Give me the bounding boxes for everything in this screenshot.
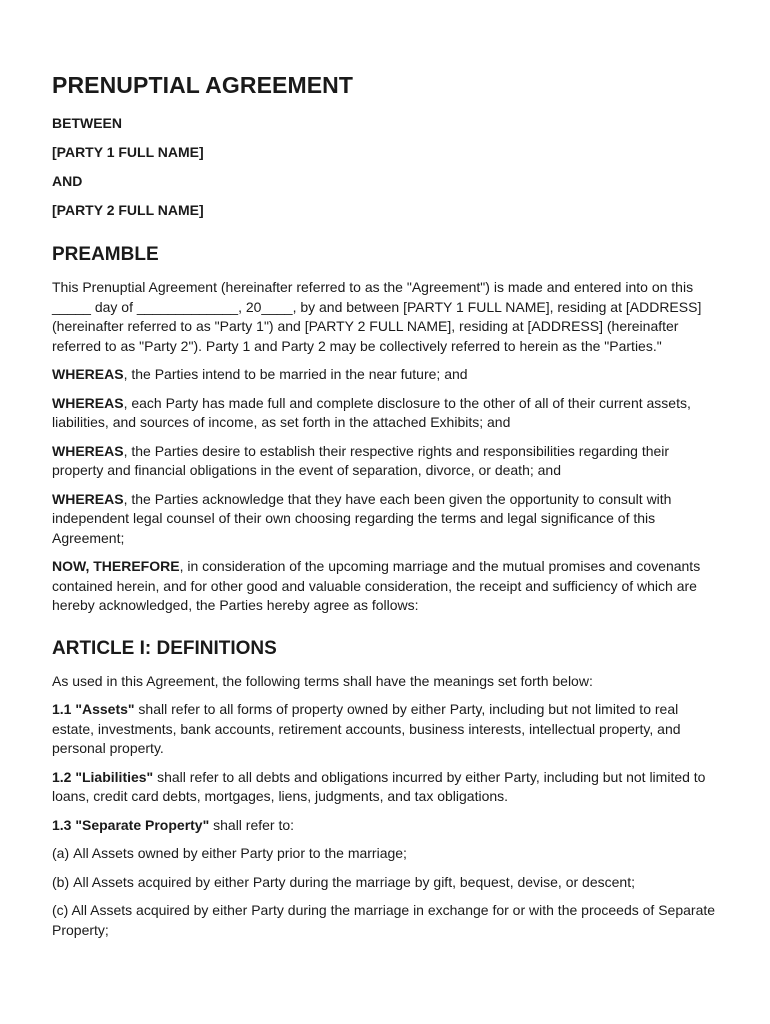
- whereas-text: , the Parties intend to be married in the near future; and: [123, 366, 468, 382]
- list-item-text: All Assets acquired by either Party during the marriage in exchange for or with the proceeds of Separate Property;: [52, 902, 716, 938]
- whereas-text: , each Party has made full and complete disclosure to the other of all of their current assets, liabilities, and sources of income, as set forth in the attached Exhibits; and: [52, 394, 691, 430]
- list-marker: (a): [52, 845, 70, 861]
- article-1-heading: ARTICLE I: DEFINITIONS: [52, 637, 277, 659]
- list-marker: (c): [52, 902, 69, 918]
- whereas-clause: [52, 442, 720, 481]
- definitions-intro: As used in this Agreement, the following terms shall have the meanings set forth below:: [52, 672, 593, 689]
- list-item-text: All Assets owned by either Party prior to the marriage;: [73, 845, 407, 861]
- definition-term: 1.2 "Liabilities": [52, 768, 154, 785]
- whereas-clause: [52, 490, 720, 549]
- whereas-lead: WHEREAS: [52, 366, 124, 382]
- definition-text: shall refer to all debts and obligations incurred by either Party, including but not limited to loans, credit card debts, mortgages, liens, judgments, and tax obligations.: [52, 768, 706, 804]
- whereas-text: , the Parties acknowledge that they have each been given the opportunity to consult with independent legal counsel of their own choosing regarding the terms and legal significance of this Agreement;: [52, 490, 672, 546]
- and-label: AND: [52, 173, 83, 189]
- whereas-lead: WHEREAS: [52, 442, 124, 459]
- whereas-text: , the Parties desire to establish their respective rights and responsibilities regarding their property and financial obligations in the event of separation, divorce, or death; and: [52, 442, 670, 478]
- definition-term: 1.1 "Assets": [52, 701, 135, 717]
- whereas-clause: [52, 394, 720, 433]
- separate-property-item-b: [52, 873, 720, 893]
- preamble-intro: This Prenuptial Agreement (hereinafter referred to as the "Agreement") is made and entered into on this _____ day of _____________, 20____, by and between [PARTY 1 FULL NAME], residing at [ADDRESS] (hereinafter referred to as "Party 1") and [PARTY 2 FULL NAME], residing at [ADDRESS] (hereinafter referred to as "Party 2"). Party 1 and Party 2 may be collectively referred to herein as the "Parties.": [52, 279, 702, 354]
- definition-liabilities: [52, 768, 720, 807]
- whereas-lead: WHEREAS: [52, 490, 124, 507]
- list-item-text: All Assets acquired by either Party during the marriage by gift, bequest, devise, or descent;: [73, 873, 635, 890]
- document-title: PRENUPTIAL AGREEMENT: [52, 72, 354, 98]
- separate-property-item-a: [52, 844, 720, 864]
- definition-text: shall refer to:: [209, 816, 295, 833]
- whereas-clause: [52, 365, 720, 385]
- whereas-lead: WHEREAS: [52, 394, 124, 411]
- definition-text: shall refer to all forms of property owned by either Party, including but not limited to real estate, investments, bank accounts, retirement accounts, business interests, intellectual property, and personal property.: [52, 701, 681, 756]
- definition-term: 1.3 "Separate Property": [52, 816, 210, 833]
- between-label: BETWEEN: [52, 115, 122, 131]
- party-1-name: [PARTY 1 FULL NAME]: [52, 144, 204, 160]
- definition-separate-property: [52, 816, 720, 836]
- definition-assets: [52, 700, 720, 759]
- now-therefore-lead: NOW, THEREFORE: [52, 558, 180, 574]
- now-therefore-clause: [52, 557, 720, 616]
- separate-property-item-c: [52, 901, 720, 940]
- preamble-heading: PREAMBLE: [52, 244, 159, 265]
- now-therefore-text: , in consideration of the upcoming marriage and the mutual promises and covenants contained herein, and for other good and valuable consideration, the receipt and sufficiency of which are hereby acknowledged, the Parties hereby agree as follows:: [52, 558, 701, 613]
- party-2-name: [PARTY 2 FULL NAME]: [52, 202, 204, 218]
- list-marker: (b): [52, 873, 70, 890]
- document-page: [52, 70, 720, 949]
